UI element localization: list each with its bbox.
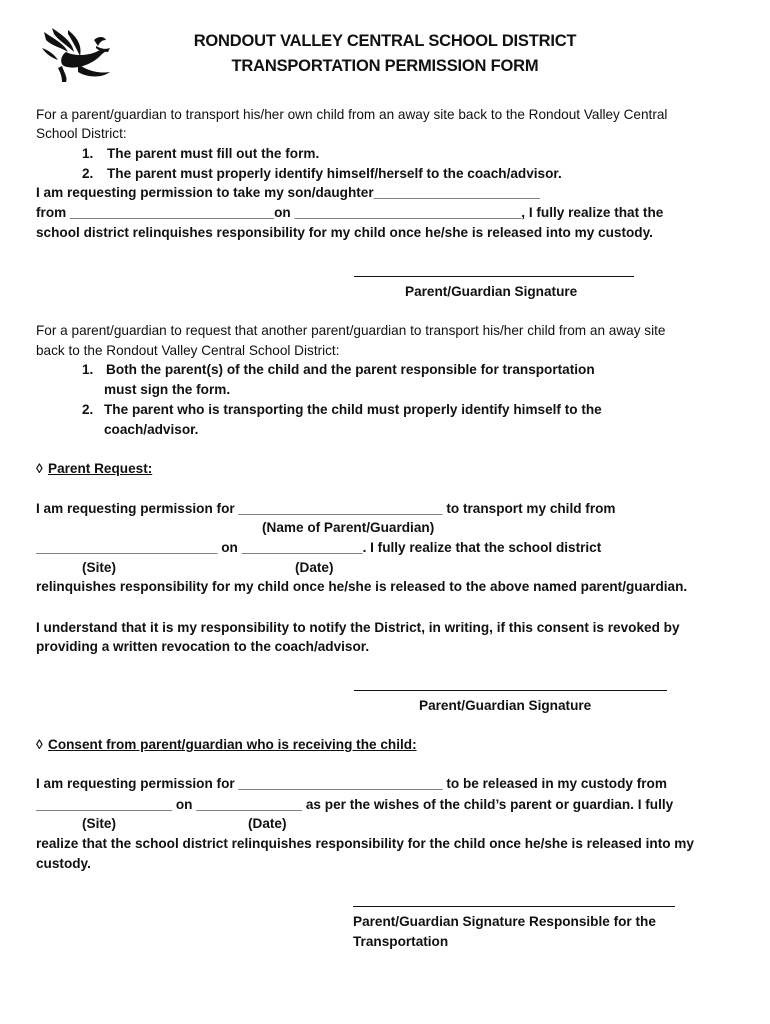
section1-rule1-number: 1. <box>82 146 94 161</box>
section2-rule1-text-b: must sign the form. <box>104 382 231 397</box>
section1-rule2-text: The parent must properly identify himself/herself to the coach/advisor. <box>107 166 562 181</box>
caption-name-of-parent: (Name of Parent/Guardian) <box>262 520 435 535</box>
section1-release-line: school district relinquishes responsibility for my child once he/she is released into my custody. <box>36 225 653 240</box>
section2-intro-line2: back to the Rondout Valley Central School District: <box>36 343 340 358</box>
section1-request-line: I am requesting permission to take my son/daughter______________________ <box>36 185 540 200</box>
consent-bullet: ◊ <box>36 737 43 752</box>
section1-from-line: from ___________________________on ______________________________, I fully realize that the <box>36 205 664 220</box>
consent-signature-line[interactable] <box>353 906 675 907</box>
section2-rule2-text-b: coach/advisor. <box>104 422 199 437</box>
section1-rule1-text: The parent must fill out the form. <box>107 146 320 161</box>
parent-request-bullet: ◊ <box>36 461 43 476</box>
consent-caption-date: (Date) <box>248 816 287 831</box>
consent-line3: realize that the school district relinquishes responsibility for the child once he/she is released into my <box>36 836 694 851</box>
section2-rule1-text-a: Both the parent(s) of the child and the parent responsible for transportation <box>106 362 595 377</box>
section1-rule2-number: 2. <box>82 166 94 181</box>
revocation-notice-line2: providing a written revocation to the coach/advisor. <box>36 639 370 654</box>
section1-signature-line[interactable] <box>354 276 634 277</box>
consent-line1[interactable]: I am requesting permission for ___________________________ to be released in my custody from <box>36 776 667 791</box>
form-title: TRANSPORTATION PERMISSION FORM <box>231 57 539 75</box>
parent-request-signature-line[interactable] <box>354 690 667 691</box>
consent-signature-label-line1: Parent/Guardian Signature Responsible for the <box>353 914 656 929</box>
caption-site: (Site) <box>82 560 116 575</box>
district-name: RONDOUT VALLEY CENTRAL SCHOOL DISTRICT <box>193 32 577 50</box>
section2-rule2-text-a: The parent who is transporting the child must properly identify himself to the <box>104 402 602 417</box>
caption-date: (Date) <box>295 560 334 575</box>
section1-signature-label: Parent/Guardian Signature <box>405 284 578 299</box>
section1-intro-line2: School District: <box>36 126 127 141</box>
section2-rule1-number: 1. <box>82 362 94 377</box>
parent-request-heading: Parent Request: <box>48 461 153 476</box>
parent-request-line3: relinquishes responsibility for my child once he/she is released to the above named parent/guardian. <box>36 579 688 594</box>
section1-intro-line1: For a parent/guardian to transport his/her own child from an away site back to the Rondout Valley Central <box>36 107 668 122</box>
consent-line4: custody. <box>36 856 91 871</box>
parent-request-signature-label: Parent/Guardian Signature <box>419 698 592 713</box>
parent-request-line2[interactable]: ________________________ on ________________. I fully realize that the school district <box>36 540 602 555</box>
consent-line2[interactable]: __________________ on ______________ as per the wishes of the child’s parent or guardian. I fully <box>36 797 674 812</box>
consent-signature-label-line2: Transportation <box>353 934 449 949</box>
section2-intro-line1: For a parent/guardian to request that another parent/guardian to transport his/her child from an away site <box>36 323 666 338</box>
section2-rule2-number: 2. <box>82 402 94 417</box>
consent-caption-site: (Site) <box>82 816 116 831</box>
consent-heading: Consent from parent/guardian who is receiving the child: <box>48 737 417 752</box>
revocation-notice-line1: I understand that it is my responsibility to notify the District, in writing, if this consent is revoked by <box>36 620 680 635</box>
parent-request-line1[interactable]: I am requesting permission for ___________________________ to transport my child from <box>36 501 616 516</box>
